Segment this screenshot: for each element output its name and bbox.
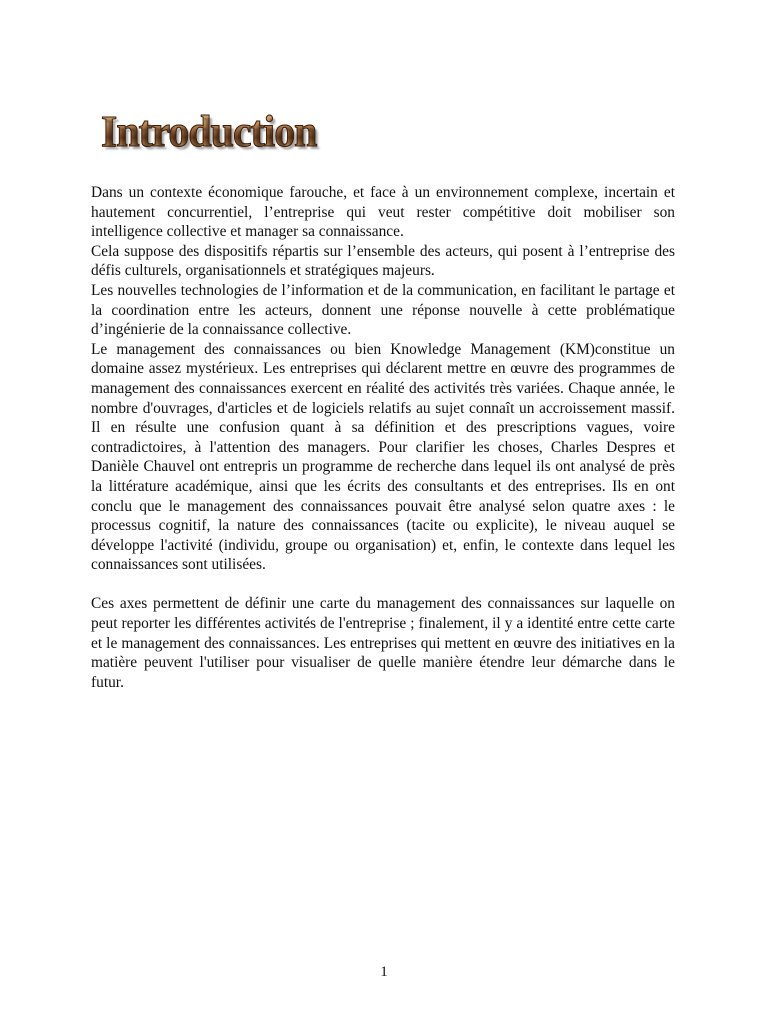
body-text [91, 183, 675, 692]
page-title: Introduction [101, 104, 316, 160]
paragraph-nouvelles-technologies: Les nouvelles technologies de l’information et de la communication, en facilitant le partage et la coordination entre les acteurs, donnent une réponse nouvelle à cette problématique d’ingénierie de la connaissance collective. [91, 281, 675, 339]
paragraph-dispositifs: Cela suppose des dispositifs répartis sur l’ensemble des acteurs, qui posent à l’entreprise des défis culturels, organisationnels et stratégiques majeurs. [91, 242, 675, 280]
paragraph-context: Dans un contexte économique farouche, et face à un environnement complexe, incertain et hautement concurrentiel, l’entreprise qui veut rester compétitive doit mobiliser son intelligence collective et manager sa connaissance. [91, 184, 675, 241]
paragraph-knowledge-management: Le management des connaissances ou bien Knowledge Management (KM)constitue un domaine assez mystérieux. Les entreprises qui déclarent mettre en œuvre des programmes de management des connaissances exercent en réalité des activités très variées. Chaque année, le nombre d'ouvrages, d'articles et de logiciels relatifs au sujet connaît un accroissement massif. Il en résulte une confusion quant à sa définition et des prescriptions vagues, voire contradictoires, à l'attention des managers. Pour clarifier les choses, Charles Despres et Danièle Chauvel ont entrepris un programme de recherche dans lequel ils ont analysé de près la littérature académique, ainsi que les écrits des consultants et des entreprises. Ils en ont conclu que le management des connaissances pouvait être analysé selon quatre axes : le processus cognitif, la nature des connaissances (tacite ou explicite), le niveau auquel se développe l'activité (individu, groupe ou organisation) et, enfin, le contexte dans lequel les connaissances sont utilisées. [91, 340, 675, 574]
page-number: 1 [380, 964, 388, 980]
paragraph-carte-axes: Ces axes permettent de définir une carte du management des connaissances sur laquelle on peut reporter les différentes activités de l'entreprise ; finalement, il y a identité entre cette carte et le management des connaissances. Les entreprises qui mettent en œuvre des initiatives en la matière peuvent l'utiliser pour visualiser de quelle manière étendre leur démarche dans le futur. [91, 595, 675, 691]
